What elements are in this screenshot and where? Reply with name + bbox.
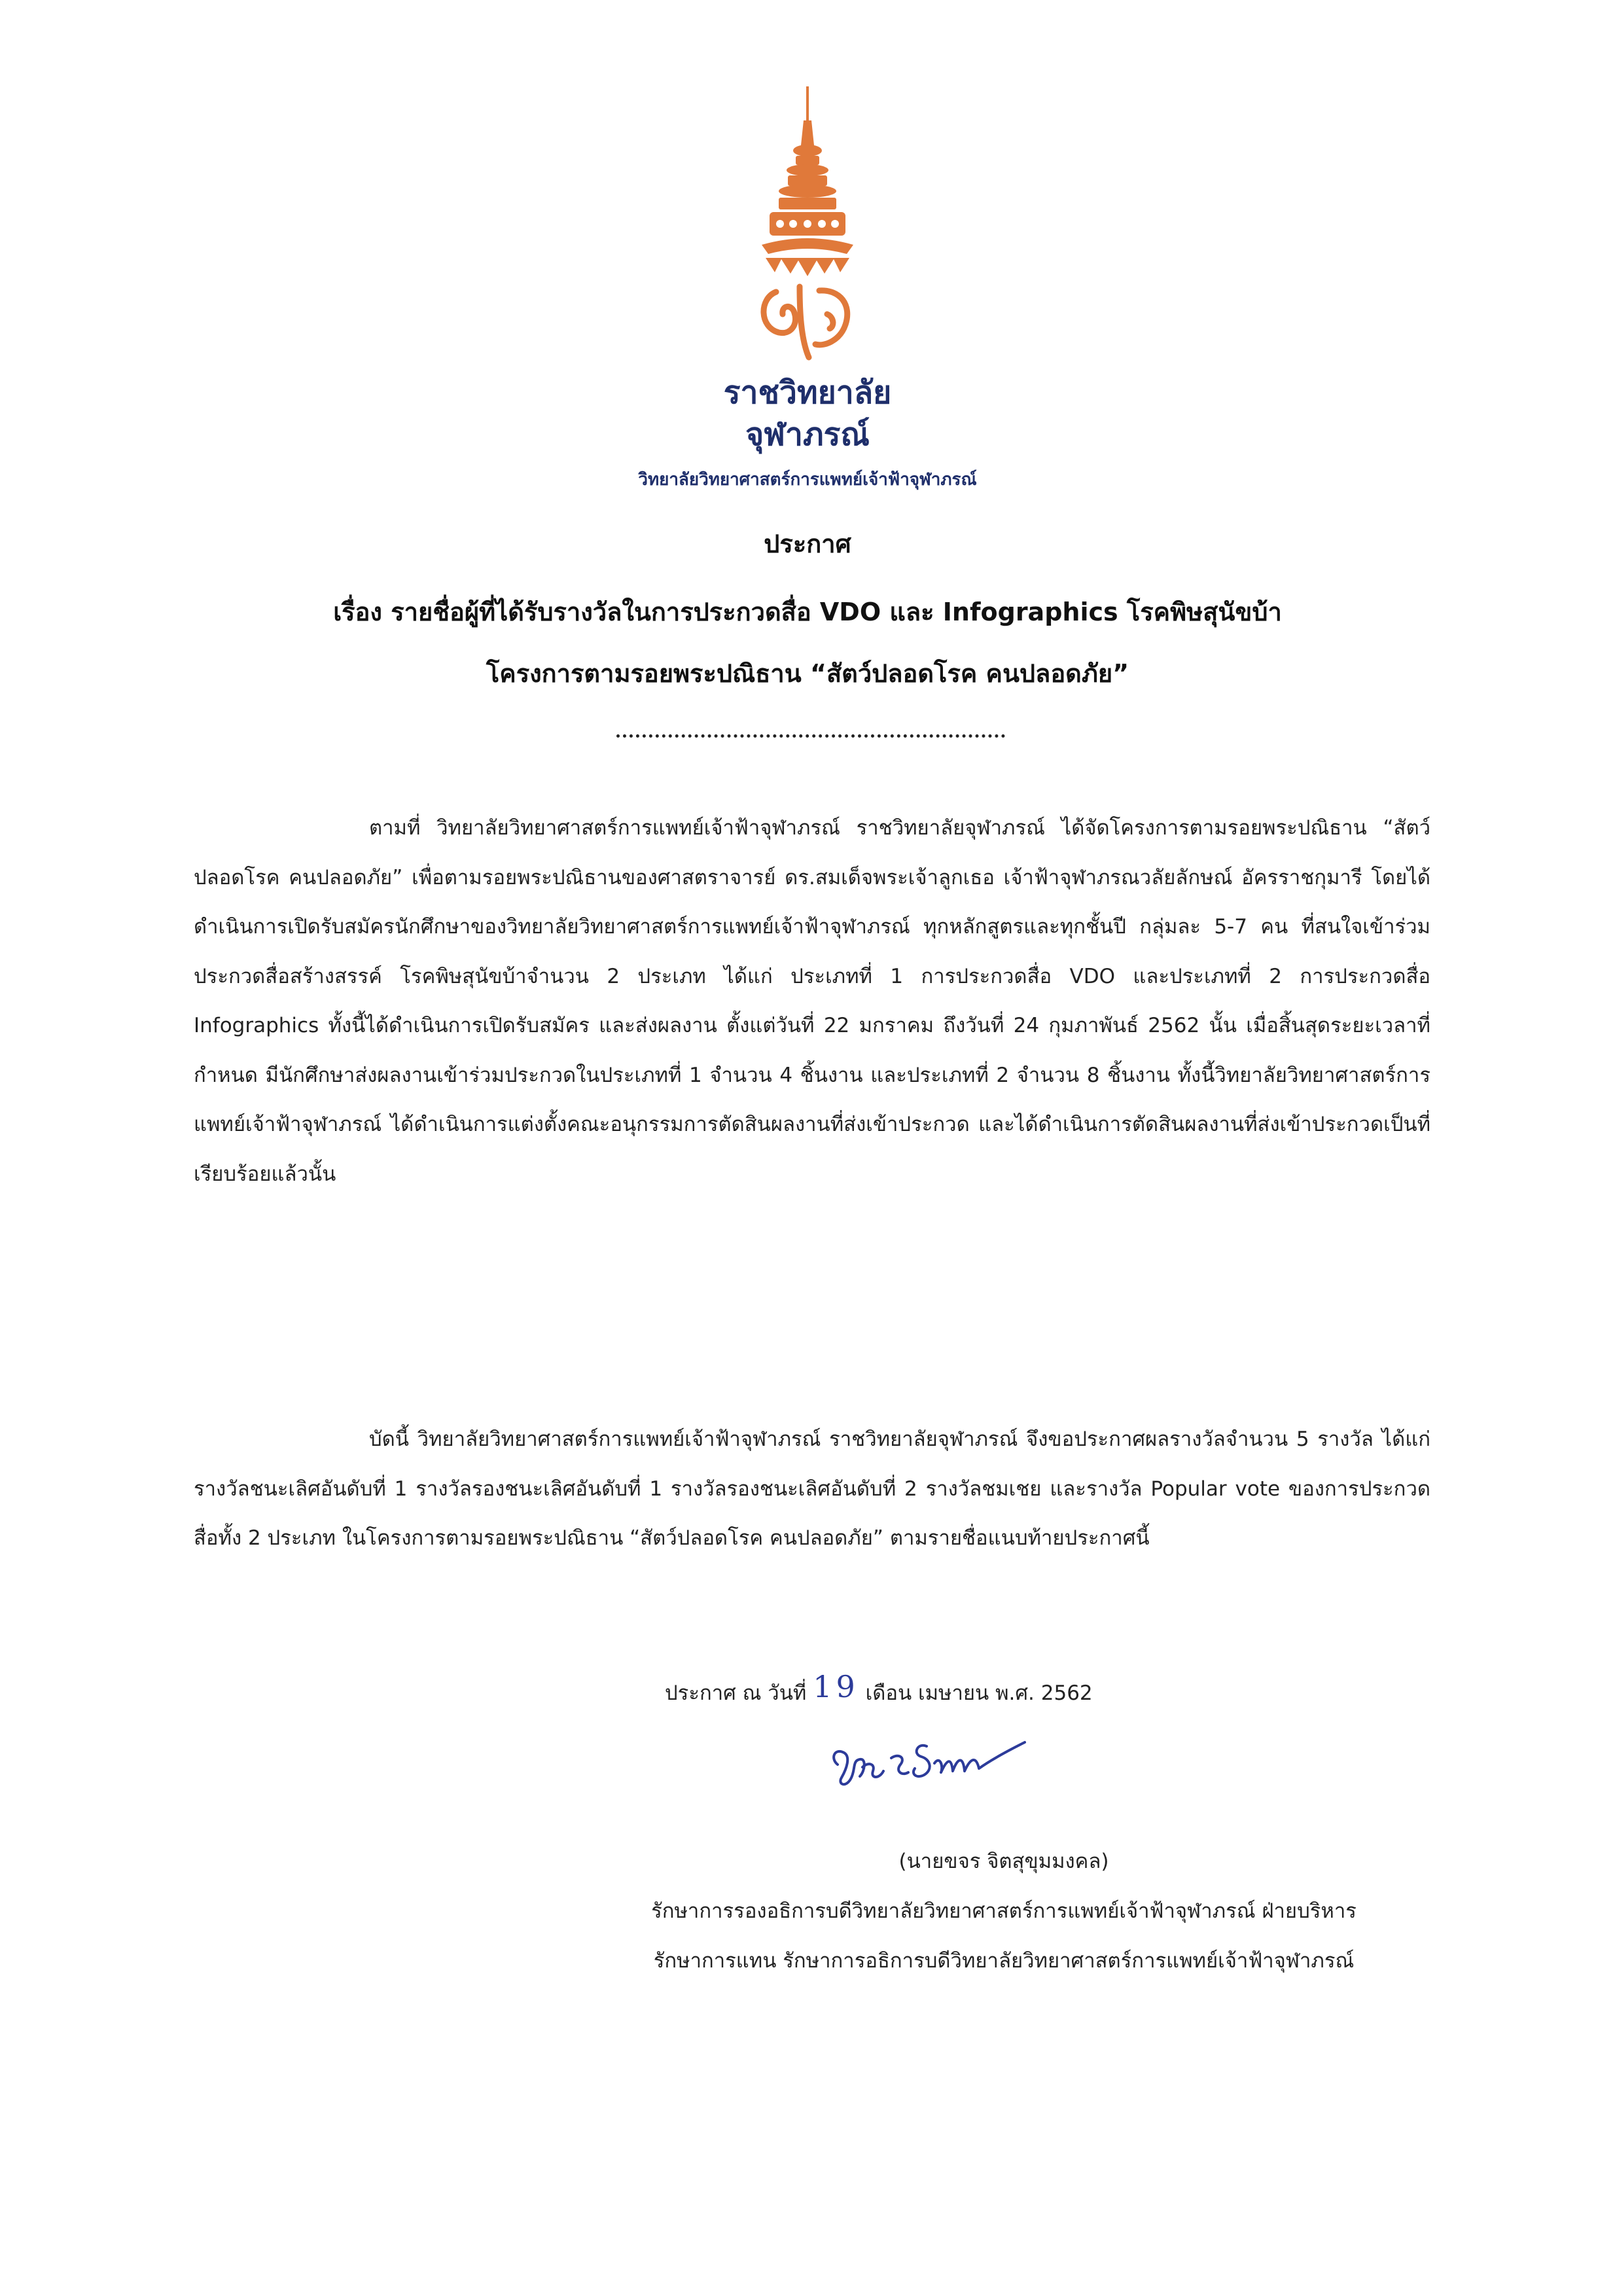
date-suffix: เดือน เมษายน พ.ศ. 2562 (865, 1681, 1093, 1705)
signer-position-2: รักษาการแทน รักษาการอธิการบดีวิทยาลัยวิทยาศาสตร์การแพทย์เจ้าฟ้าจุฬาภรณ์ (653, 1949, 1355, 1973)
signer-name: (นายขจร จิตสุขุมมงคล) (898, 1850, 1109, 1873)
announcement-date (665, 1669, 1093, 1709)
college-logo (736, 82, 879, 370)
college-name-line-2: จุฬาภรณ์ (745, 416, 870, 453)
announcement-project: โครงการตามรอยพระปณิธาน “สัตว์ปลอดโรค คนปลอดภัย” (486, 659, 1129, 688)
handwritten-signature (828, 1716, 1051, 1814)
date-prefix: ประกาศ ณ วันที่ (665, 1681, 807, 1705)
announcement-subject: เรื่อง รายชื่อผู้ที่ได้รับรางวัลในการประกวดสื่อ VDO และ Infographics โรคพิษสุนัขบ้า (333, 598, 1282, 626)
signer-position-1: รักษาการรองอธิการบดีวิทยาลัยวิทยาศาสตร์การแพทย์เจ้าฟ้าจุฬาภรณ์ ฝ่ายบริหาร (651, 1899, 1357, 1923)
body-paragraph-2: บัดนี้ วิทยาลัยวิทยาศาสตร์การแพทย์เจ้าฟ้าจุฬาภรณ์ ราชวิทยาลัยจุฬาภรณ์ จึงขอประกาศผลรางวัลจำนวน 5 รางวัล ได้แก่ รางวัลชนะเลิศอันดับที่ 1 รางวัลรองชนะเลิศอันดับที่ 1 รางวัลรองชนะเลิศอันดับที่ 2 รางวัลชมเชย และรางวัล Popular vote ของการประกวดสื่อทั้ง 2 ประเภท ในโครงการตามรอยพระปณิธาน “สัตว์ปลอดโรค คนปลอดภัย” ตามรายชื่อแนบท้ายประกาศนี้ (194, 1427, 1430, 1550)
dotted-divider (616, 734, 1005, 738)
faculty-name: วิทยาลัยวิทยาศาสตร์การแพทย์เจ้าฟ้าจุฬาภรณ์ (638, 470, 977, 490)
date-day-handwritten: 19 (813, 1669, 859, 1704)
college-name-line-1: ราชวิทยาลัย (723, 374, 892, 411)
announcement-title: ประกาศ (764, 529, 851, 558)
body-paragraph-1: ตามที่ วิทยาลัยวิทยาศาสตร์การแพทย์เจ้าฟ้าจุฬาภรณ์ ราชวิทยาลัยจุฬาภรณ์ ได้จัดโครงการตามรอยพระปณิธาน “สัตว์ปลอดโรค คนปลอดภัย” เพื่อตามรอยพระปณิธานของศาสตราจารย์ ดร.สมเด็จพระเจ้าลูกเธอ เจ้าฟ้าจุฬาภรณวลัยลักษณ์ อัครราชกุมารี โดยได้ดำเนินการเปิดรับสมัครนักศึกษาของวิทยาลัยวิทยาศาสตร์การแพทย์เจ้าฟ้าจุฬาภรณ์ ทุกหลักสูตรและทุกชั้นปี กลุ่มละ 5-7 คน ที่สนใจเข้าร่วมประกวดสื่อสร้างสรรค์ โรคพิษสุนัขบ้าจำนวน 2 ประเภท ได้แก่ ประเภทที่ 1 การประกวดสื่อ VDO และประเภทที่ 2 การประกวดสื่อ Infographics ทั้งนี้ได้ดำเนินการเปิดรับสมัคร และส่งผลงาน ตั้งแต่วันที่ 22 มกราคม ถึงวันที่ 24 กุมภาพันธ์ 2562 นั้น เมื่อสิ้นสุดระยะเวลาที่กำหนด มีนักศึกษาส่งผลงานเข้าร่วมประกวดในประเภทที่ 1 จำนวน 4 ชิ้นงาน และประเภทที่ 2 จำนวน 8 ชิ้นงาน ทั้งนี้วิทยาลัยวิทยาศาสตร์การแพทย์เจ้าฟ้าจุฬาภรณ์ ได้ดำเนินการแต่งตั้งคณะอนุกรรมการตัดสินผลงานที่ส่งเข้าประกวด และได้ดำเนินการตัดสินผลงานที่ส่งเข้าประกวดเป็นที่เรียบร้อยแล้วนั้น (194, 816, 1430, 1186)
